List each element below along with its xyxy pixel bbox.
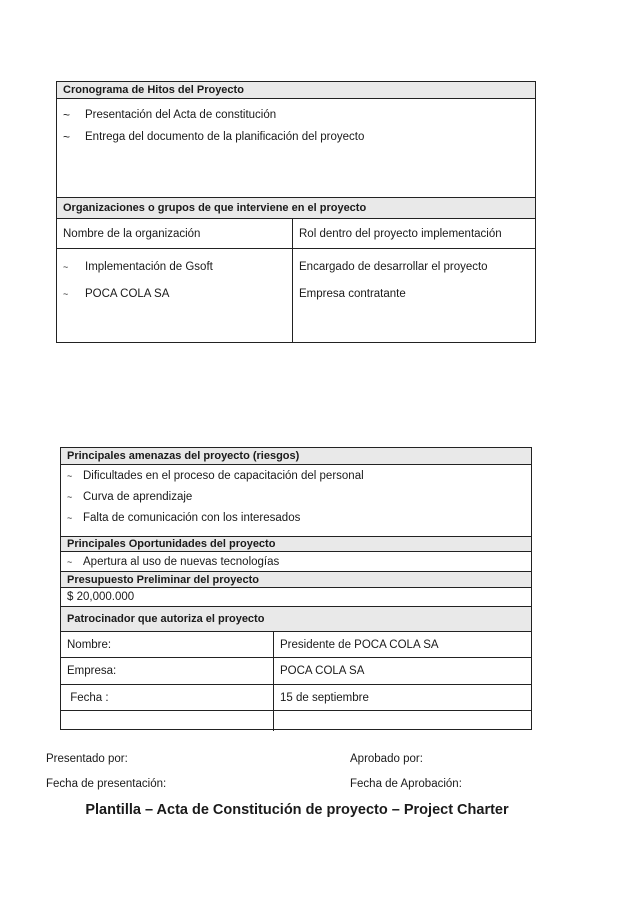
list-item: ~ Curva de aprendizaje (67, 490, 193, 503)
tilde-bullet-icon: ~ (67, 556, 73, 567)
list-item: Empresa contratante (299, 288, 406, 300)
sponsor-value-company: POCA COLA SA (280, 665, 365, 677)
sponsor-header: Patrocinador que autoriza el proyecto (61, 607, 531, 632)
list-item: ~ Dificultades en el proceso de capacitación del personal (67, 469, 364, 482)
list-item: ~ Presentación del Acta de constitución (63, 108, 277, 122)
tilde-bullet-icon: ~ (63, 108, 71, 122)
milestones-header: Cronograma de Hitos del Proyecto (57, 82, 535, 99)
orgs-body (57, 249, 535, 342)
sponsor-label-company: Empresa: (61, 658, 274, 684)
budget-value: $ 20,000.000 (61, 588, 531, 607)
sponsor-label-date: Fecha : (61, 685, 274, 710)
sponsor-label-empty (61, 711, 274, 731)
budget-header: Presupuesto Preliminar del proyecto (61, 572, 531, 588)
approval-date-label: Fecha de Aprobación: (350, 778, 462, 790)
tilde-bullet-icon: ~ (67, 491, 73, 502)
opportunities-list (61, 552, 531, 572)
orgs-header: Organizaciones o grupos de que interviene en el proyecto (57, 197, 535, 219)
presented-by-label: Presentado por: (46, 753, 128, 765)
opportunities-header: Principales Oportunidades del proyecto (61, 536, 531, 552)
org-names-cell (57, 249, 293, 342)
tilde-bullet-icon: ~ (67, 512, 73, 523)
sponsor-label-name: Nombre: (61, 632, 274, 657)
list-item: ~ Apertura al uso de nuevas tecnologías (67, 555, 280, 568)
list-item: ~ Entrega del documento de la planificación del proyecto (63, 130, 365, 144)
list-item: ~ POCA COLA SA (63, 288, 170, 300)
orgs-column-headers (57, 219, 535, 249)
presentation-date-label: Fecha de presentación: (46, 778, 167, 790)
sponsor-value-name: Presidente de POCA COLA SA (280, 638, 439, 651)
list-item: ~ Implementación de Gsoft (63, 261, 213, 273)
org-name-column-header: Nombre de la organización (57, 219, 293, 248)
threats-list (61, 465, 531, 536)
sponsor-value-empty (274, 711, 531, 731)
tilde-bullet-icon: ~ (63, 130, 71, 144)
approved-by-label: Aprobado por: (350, 753, 423, 765)
table-row (61, 658, 531, 685)
milestones-list (57, 99, 535, 197)
list-item: ~ Falta de comunicación con los interesados (67, 511, 301, 524)
page-title: Plantilla – Acta de Constitución de proyecto – Project Charter (85, 802, 509, 818)
tilde-bullet-icon: ~ (63, 289, 69, 299)
table-row (61, 632, 531, 658)
org-role-column-header: Rol dentro del proyecto implementación (299, 227, 502, 240)
threats-header: Principales amenazas del proyecto (riesgos) (61, 448, 531, 465)
tilde-bullet-icon: ~ (67, 470, 73, 481)
tilde-bullet-icon: ~ (63, 262, 69, 272)
sponsor-value-date: 15 de septiembre (280, 691, 369, 704)
risks-sponsor-table (60, 447, 532, 730)
org-roles-cell (293, 249, 535, 342)
milestones-orgs-table (56, 81, 536, 343)
list-item: Encargado de desarrollar el proyecto (299, 261, 488, 273)
table-row (61, 711, 531, 731)
table-row (61, 685, 531, 711)
